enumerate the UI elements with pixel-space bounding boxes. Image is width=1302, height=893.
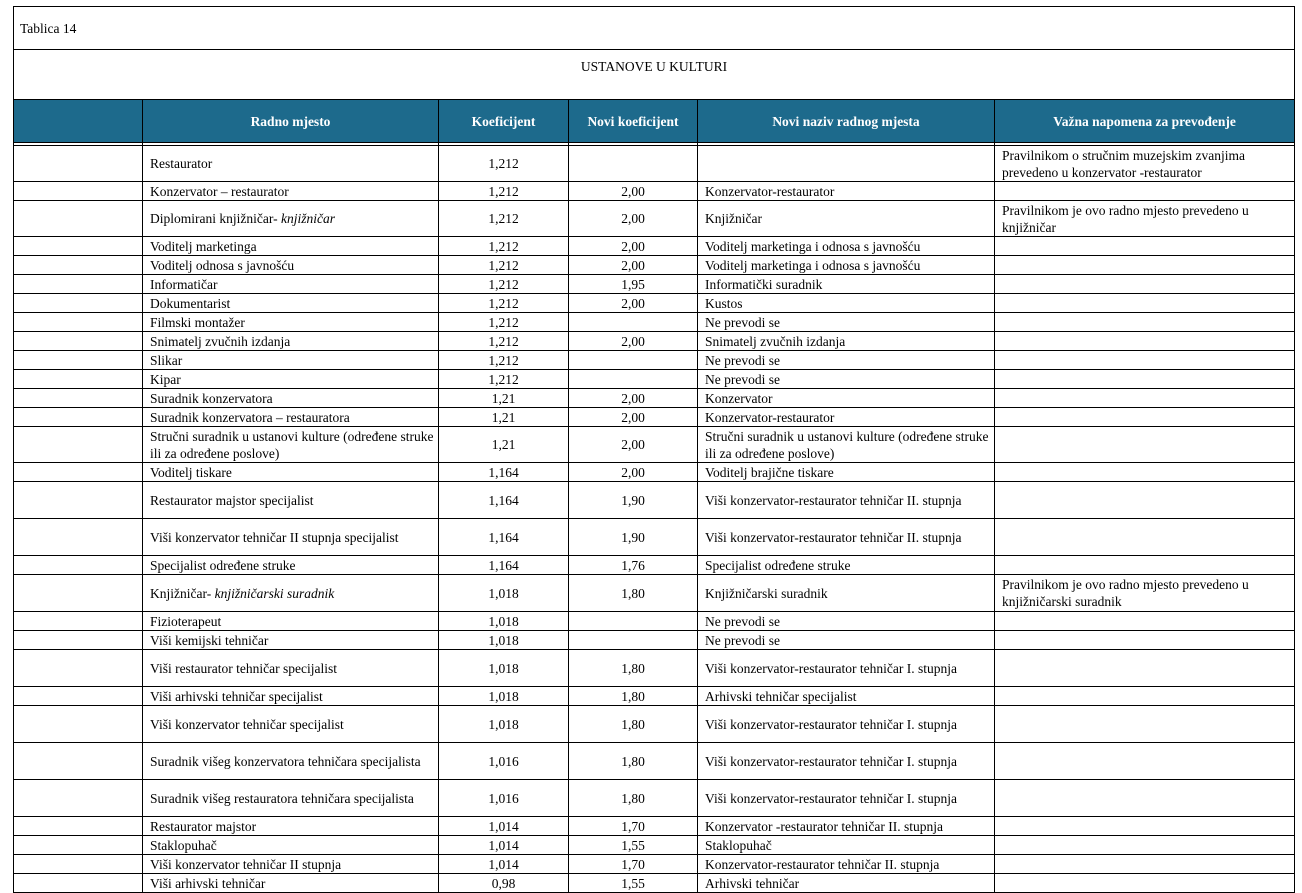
note-cell [995,631,1295,650]
row-blank-cell [14,294,143,313]
job-cell: Viši kemijski tehničar [143,631,439,650]
table-row [14,817,1295,836]
new-coef-cell: 2,00 [569,427,698,463]
new-coef-cell [569,146,698,182]
header-new-name: Novi naziv radnog mjesta [698,100,995,143]
job-italic-text: knjižničar [280,211,335,226]
row-blank-cell [14,351,143,370]
table-row [14,351,1295,370]
row-blank-cell [14,332,143,351]
table-row [14,408,1295,427]
row-blank-cell [14,370,143,389]
job-cell: Staklopuhač [143,836,439,855]
row-blank-cell [14,482,143,519]
row-blank-cell [14,275,143,294]
coef-cell: 0,98 [439,874,569,893]
note-cell [995,275,1295,294]
new-name-cell: Knjižničar [698,201,995,237]
new-coef-cell [569,370,698,389]
job-text: Diplomirani knjižničar- [150,211,281,226]
header-note: Važna napomena za prevođenje [995,100,1295,143]
job-cell: Viši konzervator tehničar II stupnja specijalist [143,519,439,556]
new-name-cell: Ne prevodi se [698,351,995,370]
job-cell: Restaurator majstor specijalist [143,482,439,519]
new-name-cell: Voditelj marketinga i odnosa s javnošću [698,237,995,256]
new-coef-cell: 1,90 [569,482,698,519]
row-blank-cell [14,612,143,631]
job-cell: Informatičar [143,275,439,294]
job-cell [143,575,439,612]
note-cell [995,855,1295,874]
new-coef-cell: 2,00 [569,256,698,275]
coef-cell: 1,212 [439,370,569,389]
new-coef-cell: 1,80 [569,575,698,612]
coef-cell: 1,018 [439,612,569,631]
job-cell: Viši restaurator tehničar specijalist [143,650,439,687]
note-cell [995,519,1295,556]
note-cell: Pravilnikom je ovo radno mjesto prevedeno u knjižničarski suradnik [995,575,1295,612]
new-coef-cell: 1,55 [569,874,698,893]
new-coef-cell [569,612,698,631]
coef-cell: 1,164 [439,482,569,519]
job-cell [143,201,439,237]
job-cell: Suradnik višeg konzervatora tehničara specijalista [143,743,439,780]
note-cell [995,556,1295,575]
coef-cell: 1,014 [439,836,569,855]
job-cell: Suradnik konzervatora [143,389,439,408]
new-name-cell: Konzervator-restaurator [698,182,995,201]
job-text: Knjižničar- [150,585,215,601]
note-cell [995,687,1295,706]
new-coef-cell: 2,00 [569,332,698,351]
table-row [14,631,1295,650]
note-cell [995,817,1295,836]
note-cell [995,237,1295,256]
note-cell [995,482,1295,519]
note-cell [995,389,1295,408]
row-blank-cell [14,575,143,612]
job-cell: Snimatelj zvučnih izdanja [143,332,439,351]
job-cell: Restaurator majstor [143,817,439,836]
new-coef-cell: 1,80 [569,687,698,706]
header-new-coef: Novi koeficijent [569,100,698,143]
row-blank-cell [14,313,143,332]
header-blank [14,100,143,143]
coef-cell: 1,018 [439,575,569,612]
coef-cell: 1,21 [439,408,569,427]
new-name-cell: Voditelj marketinga i odnosa s javnošću [698,256,995,275]
new-coef-cell: 1,70 [569,817,698,836]
coef-cell: 1,21 [439,427,569,463]
table-row [14,313,1295,332]
new-name-cell: Konzervator-restaurator tehničar II. stupnja [698,855,995,874]
coef-cell: 1,212 [439,275,569,294]
new-coef-cell: 2,00 [569,463,698,482]
coef-cell: 1,014 [439,817,569,836]
row-blank-cell [14,743,143,780]
row-blank-cell [14,855,143,874]
job-cell: Stručni suradnik u ustanovi kulture (određene struke ili za određene poslove) [143,427,439,463]
table-row [14,389,1295,408]
new-name-cell: Informatički suradnik [698,275,995,294]
note-cell [995,182,1295,201]
section-title: USTANOVE U KULTURI [14,50,1295,100]
job-cell: Konzervator – restaurator [143,182,439,201]
new-coef-cell: 2,00 [569,182,698,201]
coef-cell: 1,018 [439,650,569,687]
row-blank-cell [14,706,143,743]
job-cell: Kipar [143,370,439,389]
new-name-cell [698,146,995,182]
new-name-cell: Specijalist određene struke [698,556,995,575]
new-name-cell: Viši konzervator-restaurator tehničar II. stupnja [698,482,995,519]
header-job: Radno mjesto [143,100,439,143]
new-coef-cell: 1,80 [569,743,698,780]
row-blank-cell [14,237,143,256]
new-coef-cell: 1,80 [569,780,698,817]
new-coef-cell: 1,80 [569,706,698,743]
table-row [14,556,1295,575]
row-blank-cell [14,146,143,182]
new-name-cell: Arhivski tehničar specijalist [698,687,995,706]
table-row [14,482,1295,519]
coef-cell: 1,164 [439,556,569,575]
job-cell: Viši konzervator tehničar II stupnja [143,855,439,874]
new-coef-cell: 1,80 [569,650,698,687]
job-cell: Fizioterapeut [143,612,439,631]
row-blank-cell [14,389,143,408]
table-row [14,687,1295,706]
note-cell [995,743,1295,780]
table-row [14,836,1295,855]
new-coef-cell: 1,76 [569,556,698,575]
row-blank-cell [14,201,143,237]
new-name-cell: Viši konzervator-restaurator tehničar I. stupnja [698,706,995,743]
new-name-cell: Viši konzervator-restaurator tehničar I. stupnja [698,743,995,780]
new-coef-cell: 2,00 [569,201,698,237]
job-italic-text: knjižničarski suradnik [214,585,335,601]
table-row [14,275,1295,294]
table-row [14,855,1295,874]
new-name-cell: Ne prevodi se [698,631,995,650]
coef-cell: 1,212 [439,351,569,370]
new-coef-cell: 2,00 [569,408,698,427]
note-cell [995,427,1295,463]
coef-cell: 1,212 [439,146,569,182]
note-cell [995,351,1295,370]
note-cell [995,256,1295,275]
note-cell [995,408,1295,427]
table-row [14,519,1295,556]
table-row [14,370,1295,389]
coef-cell: 1,014 [439,855,569,874]
new-name-cell: Konzervator -restaurator tehničar II. stupnja [698,817,995,836]
job-cell: Filmski montažer [143,313,439,332]
row-blank-cell [14,650,143,687]
table-label-row [14,7,1295,50]
coef-cell: 1,164 [439,463,569,482]
row-blank-cell [14,836,143,855]
coef-cell: 1,212 [439,256,569,275]
note-cell [995,294,1295,313]
new-coef-cell: 2,00 [569,389,698,408]
new-name-cell: Voditelj brajične tiskare [698,463,995,482]
table-row [14,780,1295,817]
job-cell: Suradnik višeg restauratora tehničara specijalista [143,780,439,817]
coef-cell: 1,212 [439,332,569,351]
new-name-cell: Stručni suradnik u ustanovi kulture (određene struke ili za određene poslove) [698,427,995,463]
table-row [14,874,1295,893]
note-cell [995,780,1295,817]
row-blank-cell [14,556,143,575]
note-cell [995,332,1295,351]
new-coef-cell: 2,00 [569,294,698,313]
new-coef-cell: 1,90 [569,519,698,556]
table-row [14,575,1295,612]
row-blank-cell [14,631,143,650]
coef-cell: 1,018 [439,706,569,743]
note-cell [995,836,1295,855]
row-blank-cell [14,408,143,427]
new-name-cell: Konzervator [698,389,995,408]
new-name-cell: Snimatelj zvučnih izdanja [698,332,995,351]
job-cell: Restaurator [143,146,439,182]
row-blank-cell [14,874,143,893]
new-name-cell: Knjižničarski suradnik [698,575,995,612]
note-cell [995,612,1295,631]
coef-cell: 1,018 [439,631,569,650]
note-cell [995,313,1295,332]
coef-cell: 1,21 [439,389,569,408]
row-blank-cell [14,817,143,836]
row-blank-cell [14,463,143,482]
row-blank-cell [14,427,143,463]
note-cell [995,874,1295,893]
new-coef-cell: 1,55 [569,836,698,855]
coef-cell: 1,016 [439,743,569,780]
job-cell: Viši arhivski tehničar specijalist [143,687,439,706]
new-name-cell: Arhivski tehničar [698,874,995,893]
data-table [13,6,1295,893]
coef-cell: 1,212 [439,201,569,237]
new-name-cell: Kustos [698,294,995,313]
header-coef: Koeficijent [439,100,569,143]
header-row [14,100,1295,143]
row-blank-cell [14,519,143,556]
table-row [14,463,1295,482]
note-cell: Pravilnikom je ovo radno mjesto prevedeno u knjižničar [995,201,1295,237]
coef-cell: 1,212 [439,313,569,332]
new-coef-cell: 1,70 [569,855,698,874]
coef-cell: 1,212 [439,182,569,201]
job-cell: Viši arhivski tehničar [143,874,439,893]
job-cell: Voditelj odnosa s javnošću [143,256,439,275]
table-row [14,146,1295,182]
table-row [14,743,1295,780]
table-row [14,612,1295,631]
new-coef-cell: 2,00 [569,237,698,256]
table-row [14,650,1295,687]
table-label: Tablica 14 [14,7,1295,50]
table-row [14,427,1295,463]
job-cell: Slikar [143,351,439,370]
note-cell [995,463,1295,482]
new-name-cell: Viši konzervator-restaurator tehničar I. stupnja [698,650,995,687]
row-blank-cell [14,256,143,275]
job-cell: Dokumentarist [143,294,439,313]
table-row [14,182,1295,201]
new-coef-cell [569,351,698,370]
job-cell: Suradnik konzervatora – restauratora [143,408,439,427]
new-coef-cell [569,313,698,332]
new-name-cell: Ne prevodi se [698,313,995,332]
note-cell [995,706,1295,743]
job-cell: Specijalist određene struke [143,556,439,575]
note-cell [995,370,1295,389]
new-coef-cell: 1,95 [569,275,698,294]
section-title-row [14,50,1295,100]
coef-cell: 1,016 [439,780,569,817]
coef-cell: 1,212 [439,237,569,256]
table-row [14,706,1295,743]
table-row [14,294,1295,313]
coef-cell: 1,212 [439,294,569,313]
new-name-cell: Ne prevodi se [698,370,995,389]
coef-cell: 1,018 [439,687,569,706]
row-blank-cell [14,182,143,201]
row-blank-cell [14,780,143,817]
table-row [14,201,1295,237]
table-row [14,256,1295,275]
new-name-cell: Viši konzervator-restaurator tehničar II. stupnja [698,519,995,556]
new-name-cell: Konzervator-restaurator [698,408,995,427]
job-cell: Viši konzervator tehničar specijalist [143,706,439,743]
job-cell: Voditelj marketinga [143,237,439,256]
new-name-cell: Staklopuhač [698,836,995,855]
table-row [14,237,1295,256]
note-cell: Pravilnikom o stručnim muzejskim zvanjima prevedeno u konzervator -restaurator [995,146,1295,182]
job-cell: Voditelj tiskare [143,463,439,482]
note-cell [995,650,1295,687]
new-name-cell: Viši konzervator-restaurator tehničar I. stupnja [698,780,995,817]
new-coef-cell [569,631,698,650]
row-blank-cell [14,687,143,706]
table-row [14,332,1295,351]
coef-cell: 1,164 [439,519,569,556]
new-name-cell: Ne prevodi se [698,612,995,631]
